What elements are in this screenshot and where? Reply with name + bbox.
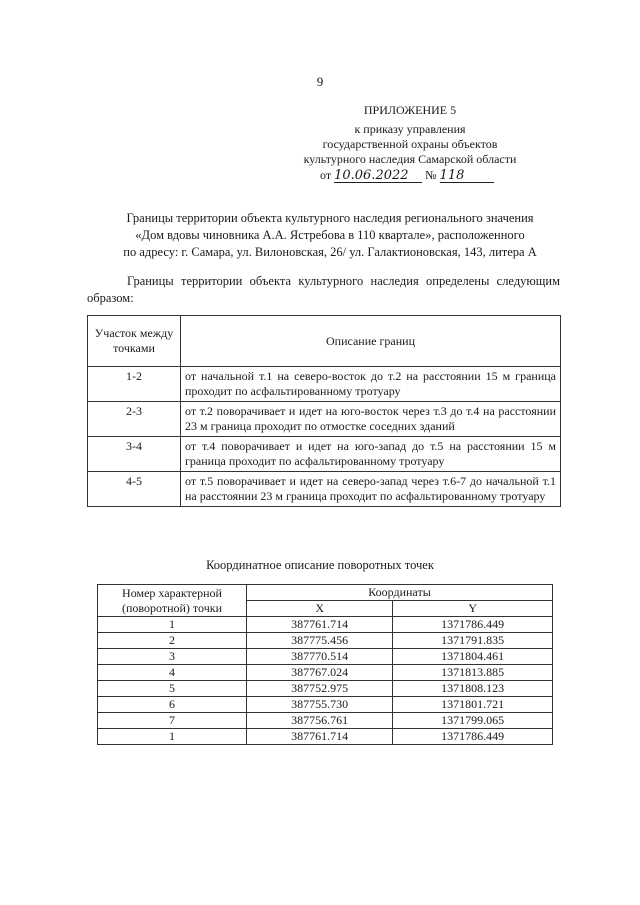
header-y: Y (393, 601, 553, 617)
date-handwritten: 10.06.2022 (334, 169, 422, 183)
header-x: X (247, 601, 393, 617)
table-row (88, 437, 561, 472)
document-title-line-3: по адресу: г. Самара, ул. Вилоновская, 26/ ул. Галактионовская, 143, литера А (123, 245, 537, 259)
point-cell: 3 (98, 649, 247, 665)
y-cell: 1371791.835 (393, 633, 553, 649)
document-title-line-1: Границы территории объекта культурного наследия регионального значения (126, 211, 534, 225)
boundary-table-header (88, 316, 561, 367)
description-cell: от т.2 поворачивает и идет на юго-восток через т.3 до т.4 на расстоянии 23 м граница проходит по отмостке соседних зданий (181, 402, 561, 437)
y-cell: 1371799.065 (393, 713, 553, 729)
number-prefix: № (425, 168, 437, 182)
point-cell: 2 (98, 633, 247, 649)
table-row (98, 617, 553, 633)
document-title-line-2: «Дом вдовы чиновника А.А. Ястребова в 110 квартале», расположенного (135, 228, 525, 242)
intro-paragraph: Границы территории объекта культурного наследия определены следующим образом: (87, 274, 560, 305)
date-prefix: от (320, 168, 332, 182)
header-segment: Участок между точками (88, 316, 181, 367)
header-point-number: Номер характерной (поворотной) точки (98, 585, 247, 617)
table-row (88, 367, 561, 402)
x-cell: 387756.761 (247, 713, 393, 729)
x-cell: 387770.514 (247, 649, 393, 665)
y-cell: 1371801.721 (393, 697, 553, 713)
segment-cell: 3-4 (88, 437, 181, 472)
header-description: Описание границ (181, 316, 561, 367)
table-row (98, 665, 553, 681)
point-cell: 6 (98, 697, 247, 713)
description-cell: от т.4 поворачивает и идет на юго-запад до т.5 на расстоянии 15 м граница проходит по асфальтированному тротуару (181, 437, 561, 472)
table-row (98, 697, 553, 713)
document-title (60, 210, 600, 261)
table-row (98, 729, 553, 745)
table-row (88, 472, 561, 507)
x-cell: 387761.714 (247, 729, 393, 745)
x-cell: 387775.456 (247, 633, 393, 649)
y-cell: 1371808.123 (393, 681, 553, 697)
header-coordinates: Координаты (247, 585, 553, 601)
page-number: 9 (316, 74, 324, 89)
coordinates-title: Координатное описание поворотных точек (206, 558, 434, 572)
y-cell: 1371786.449 (393, 617, 553, 633)
table-row (98, 713, 553, 729)
point-cell: 1 (98, 617, 247, 633)
boundary-table (87, 315, 561, 507)
coordinates-header-row (98, 585, 553, 601)
x-cell: 387767.024 (247, 665, 393, 681)
coordinates-table (97, 584, 553, 745)
x-cell: 387761.714 (247, 617, 393, 633)
appendix-title: ПРИЛОЖЕНИЕ 5 (363, 103, 457, 117)
y-cell: 1371804.461 (393, 649, 553, 665)
x-cell: 387755.730 (247, 697, 393, 713)
x-cell: 387752.975 (247, 681, 393, 697)
description-cell: от т.5 поворачивает и идет на северо-запад через т.6-7 до начальной т.1 на расстоянии 23 м граница проходит по асфальтированному тротуару (181, 472, 561, 507)
segment-cell: 4-5 (88, 472, 181, 507)
point-cell: 1 (98, 729, 247, 745)
table-row (88, 402, 561, 437)
table-row (98, 649, 553, 665)
appendix-line-3: культурного наследия Самарской области (303, 152, 517, 166)
appendix-date-line (320, 168, 520, 183)
description-cell: от начальной т.1 на северо-восток до т.2 на расстоянии 15 м граница проходит по асфальтированному тротуару (181, 367, 561, 402)
table-row (98, 633, 553, 649)
appendix-line-2: государственной охраны объектов (322, 137, 498, 151)
point-cell: 7 (98, 713, 247, 729)
y-cell: 1371786.449 (393, 729, 553, 745)
y-cell: 1371813.885 (393, 665, 553, 681)
segment-cell: 2-3 (88, 402, 181, 437)
table-row (98, 681, 553, 697)
appendix-line-1: к приказу управления (354, 122, 466, 136)
point-cell: 5 (98, 681, 247, 697)
segment-cell: 1-2 (88, 367, 181, 402)
point-cell: 4 (98, 665, 247, 681)
number-handwritten: 118 (440, 169, 494, 183)
